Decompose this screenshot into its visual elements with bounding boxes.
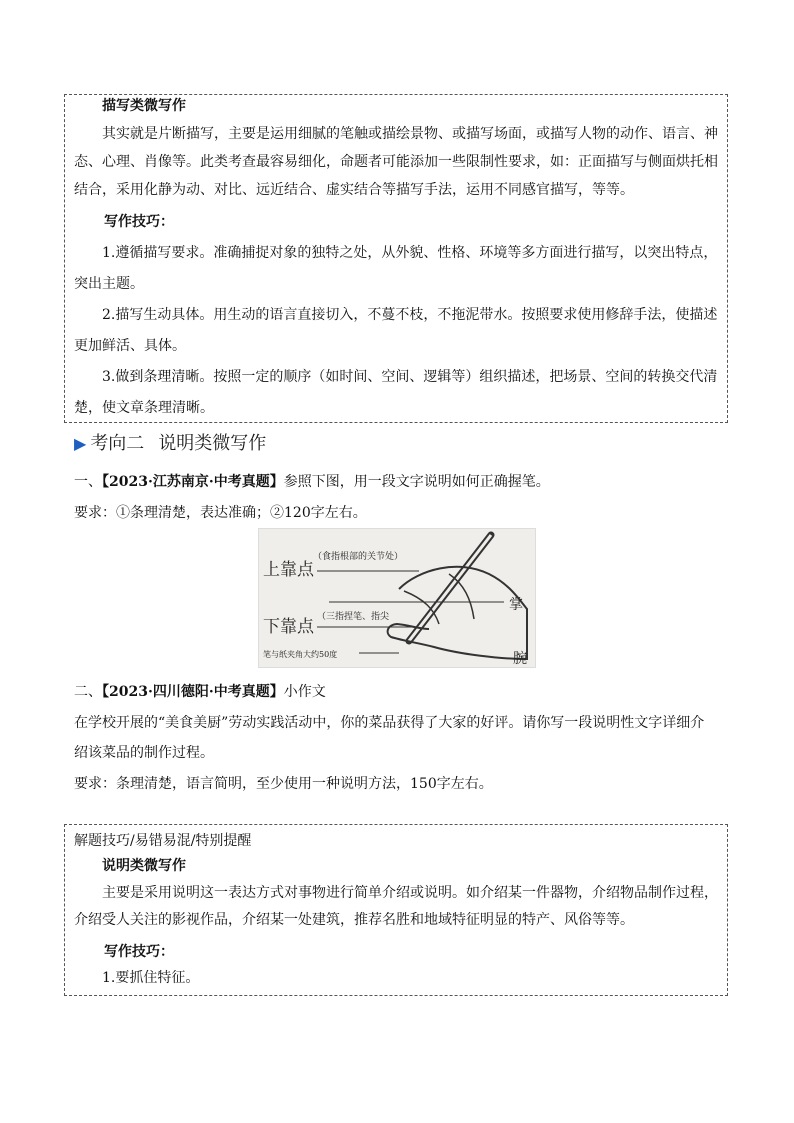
box1-title: 描写类微写作 xyxy=(102,98,186,114)
box1-paragraph-line: 态、心理、肖像等。此类考查最容易细化，命题者可能添加一些限制性要求，如：正面描写与侧面烘托相 xyxy=(74,154,718,170)
box1-paragraph-line: 结合，采用化静为动、对比、远近结合、虚实结合等描写手法，运用不同感官描写，等等。 xyxy=(74,182,634,198)
box2-paragraph-line: 介绍受人关注的影视作品，介绍某一处建筑，推荐名胜和地域特征明显的特产、风俗等等。 xyxy=(74,912,634,928)
upper-contact-label: 上靠点 xyxy=(263,560,314,580)
question-1-requirement: 要求：①条理清楚，表达准确；②120字左右。 xyxy=(74,505,367,521)
lower-contact-note: （三指捏笔、指尖 xyxy=(317,612,390,622)
question-1-source: 【2023·江苏南京·中考真题】 xyxy=(102,474,284,490)
lower-contact-label: 下靠点 xyxy=(263,617,314,637)
question-2-body-line: 绍该菜品的制作过程。 xyxy=(74,745,214,761)
question-1 xyxy=(74,472,550,492)
box1-tip-line: 楚，使文章条理清晰。 xyxy=(74,400,214,416)
pen-grip-illustration xyxy=(259,529,536,668)
question-2 xyxy=(74,682,326,702)
question-2-prefix: 二、 xyxy=(74,684,102,700)
box2-paragraph-line: 主要是采用说明这一表达方式对事物进行简单介绍或说明。如介绍某一件器物，介绍物品制作过程， xyxy=(102,885,718,901)
section-heading xyxy=(74,431,266,457)
pen-highlight xyxy=(409,535,491,641)
section-title: 说明类微写作 xyxy=(158,433,267,454)
question-1-prefix: 一、 xyxy=(74,474,102,490)
question-1-text: 参照下图，用一段文字说明如何正确握笔。 xyxy=(283,474,550,490)
box2-tips-title: 写作技巧： xyxy=(104,944,174,960)
question-2-requirement: 要求：条理清楚，语言简明，至少使用一种说明方法，150字左右。 xyxy=(74,776,493,792)
palm-label: 掌 xyxy=(509,597,523,613)
box1-tip-line: 3.做到条理清晰。按照一定的顺序（如时间、空间、逻辑等）组织描述，把场景、空间的转换交代清 xyxy=(102,369,718,385)
box1-tip-line: 1.遵循描写要求。准确捕捉对象的独特之处，从外貌、性格、环境等多方面进行描写，以突出特点， xyxy=(102,245,718,261)
box2-title: 说明类微写作 xyxy=(102,858,186,874)
box1-tip-line: 更加鲜活、具体。 xyxy=(74,338,186,354)
triangle-right-icon: ▶ xyxy=(74,434,87,453)
pen-grip-figure xyxy=(258,528,536,668)
question-2-text: 小作文 xyxy=(283,684,326,700)
wrist-label: 腕 xyxy=(513,651,527,667)
upper-contact-note: （食指根部的关节处） xyxy=(313,552,404,562)
box1-tips-title: 写作技巧： xyxy=(104,214,174,230)
box2-tip-line: 1.要抓住特征。 xyxy=(102,970,200,986)
box1-tip-line: 2.描写生动具体。用生动的语言直接切入，不蔓不枝，不拖泥带水。按照要求使用修辞手法，使描述 xyxy=(102,307,718,323)
box1-paragraph-line: 其实就是片断描写，主要是运用细腻的笔触或描绘景物、或描写场面，或描写人物的动作、语言、神 xyxy=(102,126,718,142)
question-2-body-line: 在学校开展的“美食美厨”劳动实践活动中，你的菜品获得了大家的好评。请你写一段说明性文字详细介 xyxy=(74,715,705,731)
angle-note: 笔与纸夹角大约50度 xyxy=(263,650,338,659)
box2-header: 解题技巧/易错易混/特别提醒 xyxy=(74,833,252,849)
question-2-source: 【2023·四川德阳·中考真题】 xyxy=(102,684,284,700)
box1-tip-line: 突出主题。 xyxy=(74,276,144,292)
section-label: 考向二 xyxy=(90,433,145,454)
